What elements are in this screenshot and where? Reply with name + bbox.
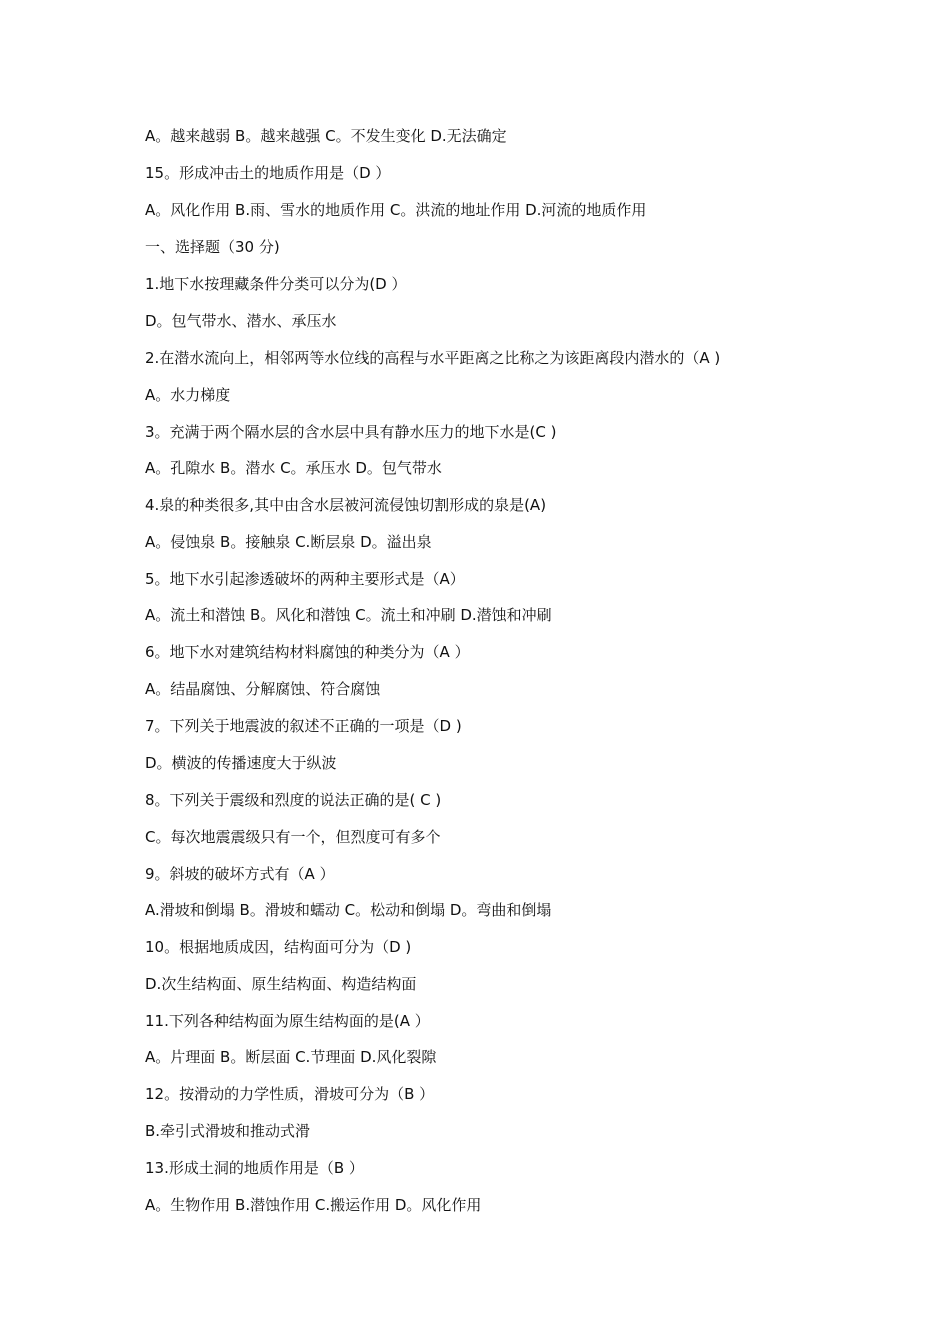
question-2: 2.在潜水流向上，相邻两等水位线的高程与水平距离之比称之为该距离段内潜水的（A ) — [145, 349, 721, 367]
question-6: 6。地下水对建筑结构材料腐蚀的种类分为（A ） — [145, 643, 470, 661]
question-11: 11.下列各种结构面为原生结构面的是(A ） — [145, 1012, 430, 1030]
question-13: 13.形成土洞的地质作用是（B ） — [145, 1159, 364, 1177]
answer-line-5: A。流土和潜蚀 B。风化和潜蚀 C。流土和冲刷 D.潜蚀和冲刷 — [145, 606, 552, 624]
question-4: 4.泉的种类很多,其中由含水层被河流侵蚀切割形成的泉是(A) — [145, 496, 547, 514]
answer-line-3: A。孔隙水 B。潜水 C。承压水 D。包气带水 — [145, 459, 442, 477]
answer-line-1: D。包气带水、潜水、承压水 — [145, 312, 337, 330]
answer-line-15: A。风化作用 B.雨、雪水的地质作用 C。洪流的地址作用 D.河流的地质作用 — [145, 201, 647, 219]
answer-line-13: A。生物作用 B.潜蚀作用 C.搬运作用 D。风化作用 — [145, 1196, 482, 1214]
question-5: 5。地下水引起渗透破坏的两种主要形式是（A） — [145, 570, 465, 588]
question-10: 10。根据地质成因，结构面可分为（D ) — [145, 938, 412, 956]
question-7: 7。下列关于地震波的叙述不正确的一项是（D ) — [145, 717, 462, 735]
answer-line-14: A。越来越弱 B。越来越强 C。不发生变化 D.无法确定 — [145, 127, 507, 145]
answer-line-9: A.滑坡和倒塌 B。滑坡和蠕动 C。松动和倒塌 D。弯曲和倒塌 — [145, 901, 552, 919]
answer-line-8: C。每次地震震级只有一个，但烈度可有多个 — [145, 828, 441, 846]
answer-line-11: A。片理面 B。断层面 C.节理面 D.风化裂隙 — [145, 1048, 437, 1066]
answer-line-4: A。侵蚀泉 B。接触泉 C.断层泉 D。溢出泉 — [145, 533, 432, 551]
section-heading: 一、选择题（30 分) — [145, 238, 280, 256]
answer-line-6: A。结晶腐蚀、分解腐蚀、符合腐蚀 — [145, 680, 381, 698]
question-8: 8。下列关于震级和烈度的说法正确的是( C ) — [145, 791, 442, 809]
answer-line-12: B.牵引式滑坡和推动式滑 — [145, 1122, 311, 1140]
question-12: 12。按滑动的力学性质，滑坡可分为（B ） — [145, 1085, 435, 1103]
answer-line-10: D.次生结构面、原生结构面、构造结构面 — [145, 975, 417, 993]
question-9: 9。斜坡的破坏方式有（A ） — [145, 865, 335, 883]
question-3: 3。充满于两个隔水层的含水层中具有静水压力的地下水是(C ) — [145, 423, 557, 441]
answer-line-7: D。横波的传播速度大于纵波 — [145, 754, 337, 772]
question-15: 15。形成冲击土的地质作用是（D ） — [145, 164, 391, 182]
question-1: 1.地下水按理藏条件分类可以分为(D ） — [145, 275, 407, 293]
answer-line-2: A。水力梯度 — [145, 386, 231, 404]
